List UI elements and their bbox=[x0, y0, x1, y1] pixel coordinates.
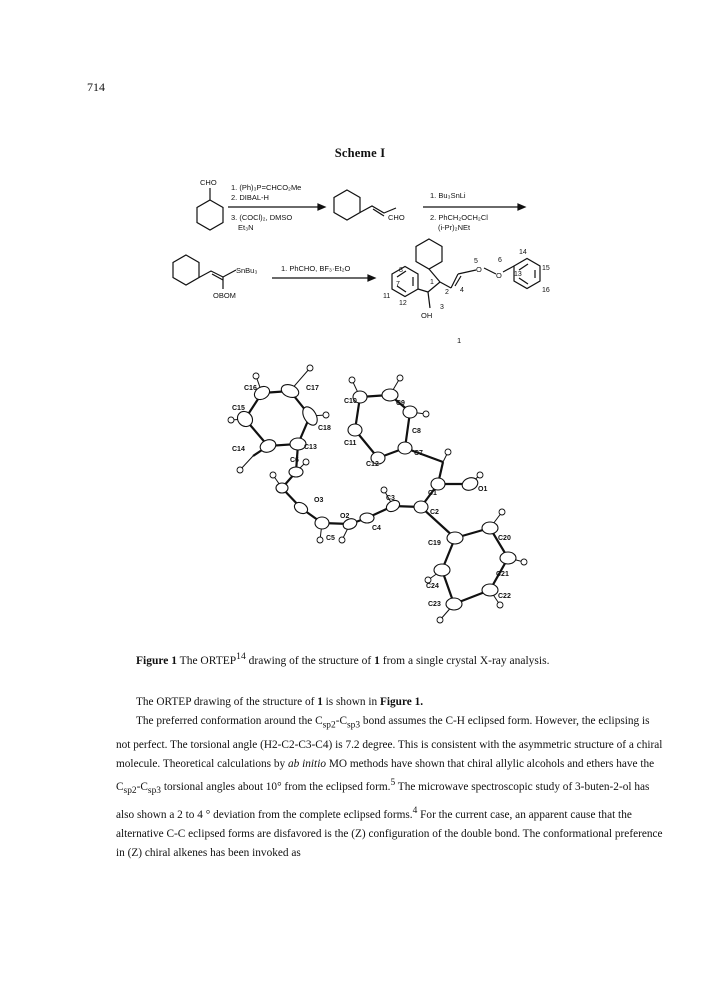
atom-number-4: 4 bbox=[460, 287, 464, 294]
atom-label-c8: C8 bbox=[412, 428, 421, 435]
atom-label-c19: C19 bbox=[428, 540, 441, 547]
o2-label: O bbox=[476, 265, 482, 274]
oh-label: OH bbox=[421, 311, 433, 320]
step2-reagent-a: 1. Bu₃SnLi bbox=[430, 191, 466, 200]
atom-label-c11: C11 bbox=[344, 440, 357, 447]
step2-reagent-c: (i-Pr)₂NEt bbox=[438, 223, 471, 232]
paragraph-2: The preferred conformation around the $C_{sp2}-C_{sp3}$ bond assumes the C-H eclipsed form. However, the eclipsing is not perfect. The torsional angle (H2-C2-C3-C4) is 7.2 degree. This is consistent with the asymmetric structure of a chiral molecule. Theoretical calculations by ab initio MO methods have shown that chiral allylic alcohols and ethers have the $C_{sp2}-C_{sp3}$ torsional angles about 10° from the eclipsed form.$^5$ The microwave spectroscopic study of 3-buten-2-ol has also shown a 2 to 4 ° deviation from the complete eclipsed forms.$^4$ For the current case, an apparent cause that the alternative C-C eclipsed forms are disfavored is the (Z) configuration of the double bond. The conformational preference in (Z) chiral alkenes has been invoked as bbox=[116, 715, 663, 860]
atom-label-c21: C21 bbox=[496, 571, 509, 578]
step1-reagent-c: 3. (COCl)₂, DMSO bbox=[231, 213, 293, 222]
paragraph-1: The ORTEP drawing of the structure of 1 is shown in Figure 1. bbox=[136, 696, 424, 708]
caption-label: Figure 1 bbox=[136, 654, 177, 667]
atom-label-c20: C20 bbox=[498, 535, 511, 542]
atom-label-c1: C1 bbox=[428, 490, 437, 497]
atom-number-6: 6 bbox=[498, 257, 502, 264]
atom-label-c24: C24 bbox=[426, 583, 439, 590]
ortep-ellipsoids bbox=[234, 382, 516, 610]
compound-number: 1 bbox=[457, 336, 462, 345]
atom-label-c7: C7 bbox=[414, 450, 423, 457]
atom-label-c13: C13 bbox=[304, 444, 317, 451]
caption-ref: 14 bbox=[236, 651, 246, 662]
atom-label-c12: C12 bbox=[366, 461, 379, 468]
atom-label-c14: C14 bbox=[232, 446, 245, 453]
step2-reagent-b: 2. PhCH₂OCH₂Cl bbox=[430, 213, 488, 222]
atom-number-3: 3 bbox=[440, 304, 444, 311]
atom-label-c15: C15 bbox=[232, 405, 245, 412]
step3-reagent-a: 1. PhCHO, BF₃·Et₂O bbox=[281, 264, 351, 273]
atom-number-2: 2 bbox=[445, 289, 449, 296]
atom-label-o1: O1 bbox=[478, 486, 488, 493]
atom-label-c3: C3 bbox=[386, 495, 395, 502]
ortep-h-bonds bbox=[231, 368, 524, 620]
atom-label-c16: C16 bbox=[244, 385, 257, 392]
atom-number-8: 8 bbox=[399, 267, 403, 274]
atom-label-o2: O2 bbox=[340, 513, 350, 520]
atom-number-13: 13 bbox=[514, 271, 522, 278]
atom-label-c6: C6 bbox=[290, 457, 299, 464]
page-number: 714 bbox=[87, 80, 105, 94]
step1-reagent-d: Et₃N bbox=[238, 223, 254, 232]
cho-label-start: CHO bbox=[200, 178, 217, 187]
step1-reagent-b: 2. DIBAL-H bbox=[231, 193, 269, 202]
atom-label-c18: C18 bbox=[318, 425, 331, 432]
atom-number-15: 15 bbox=[542, 265, 550, 272]
atom-label-c5: C5 bbox=[326, 535, 335, 542]
atom-label-c23: C23 bbox=[428, 601, 441, 608]
obom-label: OBOM bbox=[213, 291, 236, 300]
step1-reagent-a: 1. (Ph)₃P=CHCO₂Me bbox=[231, 183, 302, 192]
atom-label-o3: O3 bbox=[314, 497, 324, 504]
atom-number-11: 11 bbox=[383, 293, 391, 300]
atom-number-7: 7 bbox=[396, 281, 400, 288]
atom-label-c2: C2 bbox=[430, 509, 439, 516]
snbu3-label: SnBu₃ bbox=[236, 266, 258, 275]
body-text bbox=[116, 693, 666, 863]
atom-number-5: 5 bbox=[474, 258, 478, 265]
atom-label-c22: C22 bbox=[498, 593, 511, 600]
atom-label-c10: C10 bbox=[344, 398, 357, 405]
o3-label: O bbox=[496, 271, 502, 280]
ortep-hydrogens bbox=[228, 365, 527, 623]
scheme-title: Scheme I bbox=[334, 146, 386, 160]
atom-label-c9: C9 bbox=[396, 400, 405, 407]
cho-label-mid: CHO bbox=[388, 213, 405, 222]
atom-number-16: 16 bbox=[542, 287, 550, 294]
atom-label-c17: C17 bbox=[306, 385, 319, 392]
figure-caption: Figure 1 The ORTEP$^{14}$ drawing of the structure of 1 from a single crystal X-ray analysis. bbox=[136, 651, 550, 667]
atom-number-1: 1 bbox=[430, 279, 434, 286]
atom-number-14: 14 bbox=[519, 249, 527, 256]
ortep-atom-labels bbox=[232, 385, 511, 608]
atom-number-12: 12 bbox=[399, 300, 407, 307]
ortep-bonds bbox=[245, 391, 508, 604]
atom-label-c4: C4 bbox=[372, 525, 381, 532]
